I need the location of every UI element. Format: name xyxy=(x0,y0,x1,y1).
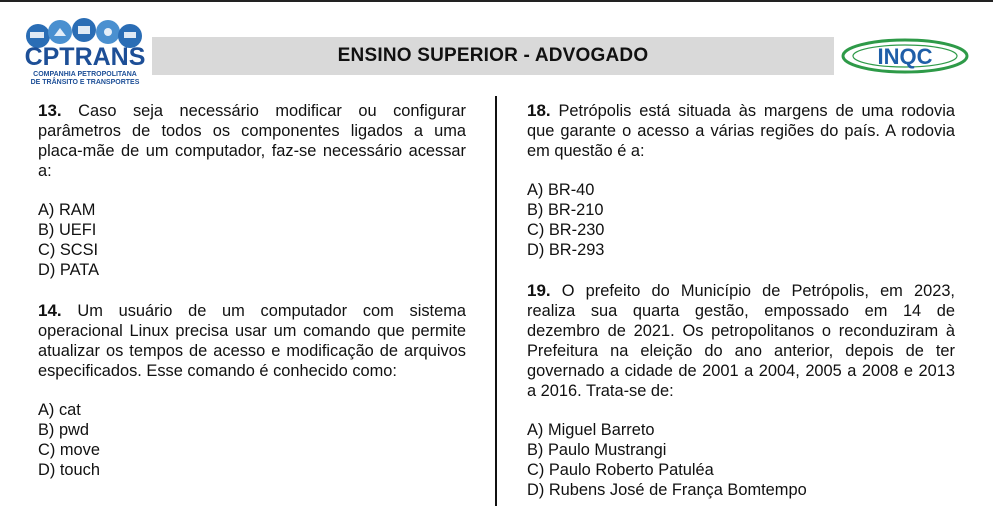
column-divider xyxy=(495,96,497,506)
option-c: C) Paulo Roberto Patuléa xyxy=(527,461,714,479)
option-b: B) Paulo Mustrangi xyxy=(527,441,667,459)
left-column xyxy=(38,101,466,501)
question-19 xyxy=(527,281,955,401)
question-number: 19. xyxy=(527,281,551,300)
options-18 xyxy=(527,180,955,260)
option-a: A) cat xyxy=(38,401,81,419)
option-d: D) PATA xyxy=(38,261,100,279)
option-a: A) Miguel Barreto xyxy=(527,421,655,439)
option-c: C) SCSI xyxy=(38,241,99,259)
options-19 xyxy=(527,420,955,500)
cptrans-logo xyxy=(24,18,146,86)
top-rule xyxy=(0,0,993,2)
options-14 xyxy=(38,400,466,480)
option-b: B) pwd xyxy=(38,421,90,439)
option-b: B) UEFI xyxy=(38,221,97,239)
option-d: D) Rubens José de França Bomtempo xyxy=(527,481,807,499)
svg-text:COMPANHIA PETROPOLITANA: COMPANHIA PETROPOLITANA xyxy=(33,71,137,78)
exam-title: ENSINO SUPERIOR - ADVOGADO xyxy=(152,37,834,75)
question-13 xyxy=(38,101,466,181)
question-text: Um usuário de um computador com sistema operacional Linux precisa usar um comando que permite atualizar os tempos de acesso e modificação de arquivos especificados. Esse comando é conhecido como: xyxy=(38,302,466,380)
question-number: 14. xyxy=(38,301,62,320)
inqc-emblem-icon xyxy=(840,36,970,76)
question-text: Caso seja necessário modificar ou configurar parâmetros de todos os componentes ligados a uma placa-mãe de um computador, faz-se necessário acessar a: xyxy=(38,102,466,180)
question-number: 13. xyxy=(38,101,62,120)
inqc-wordmark: INQC xyxy=(877,44,933,69)
option-c: C) BR-230 xyxy=(527,221,605,239)
svg-text:DE TRÂNSITO E TRANSPORTES: DE TRÂNSITO E TRANSPORTES xyxy=(30,79,140,86)
question-number: 18. xyxy=(527,101,551,120)
inqc-logo xyxy=(840,36,970,76)
options-13 xyxy=(38,200,466,280)
question-text: Petrópolis está situada às margens de uma rodovia que garante o acesso a várias regiões do país. A rodovia em questão é a: xyxy=(527,102,955,160)
question-14 xyxy=(38,301,466,381)
cptrans-emblem-icon xyxy=(24,18,146,86)
option-d: D) touch xyxy=(38,461,100,479)
option-a: A) BR-40 xyxy=(527,181,595,199)
question-18 xyxy=(527,101,955,161)
question-text: O prefeito do Município de Petrópolis, em 2023, realiza sua quarta gestão, empossado em 14 de dezembro de 2021. Os petropolitanos o reconduziram à Prefeitura na eleição do ano anterior, depois de ter governado a cidade de 2001 a 2004, 2005 a 2008 e 2013 a 2016. Trata-se de: xyxy=(527,282,955,400)
option-b: B) BR-210 xyxy=(527,201,604,219)
option-c: C) move xyxy=(38,441,100,459)
option-d: D) BR-293 xyxy=(527,241,605,259)
right-column xyxy=(527,101,955,521)
cptrans-wordmark: CPTRANS xyxy=(24,43,146,71)
option-a: A) RAM xyxy=(38,201,96,219)
